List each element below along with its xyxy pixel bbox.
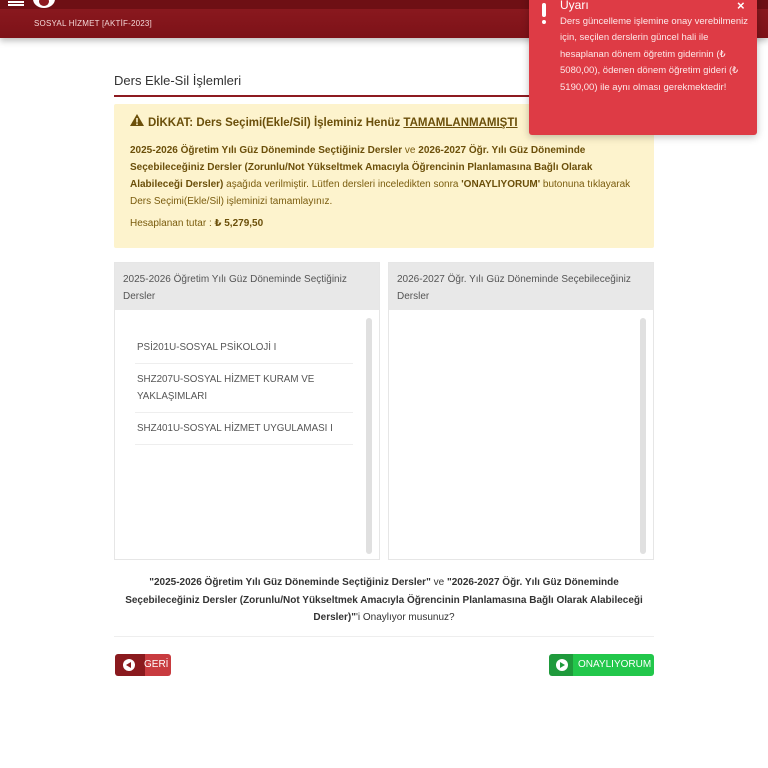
program-label: SOSYAL HİZMET [AKTİF-2023] [34, 19, 152, 28]
total-label: Hesaplanan tutar : [130, 218, 215, 229]
warning-text-mid: aşağıda verilmiştir. Lütfen dersleri inceledikten sonra [223, 179, 462, 190]
question-part-1: "2025-2026 Öğretim Yılı Güz Döneminde Seçtiğiniz Dersler" [149, 577, 431, 588]
confirm-button-label: ONAYLIYORUM [578, 659, 652, 670]
selected-courses-panel [114, 262, 380, 560]
scrollbar[interactable] [640, 318, 646, 554]
toast-message: Ders güncelleme işlemine onay verebilmeniz için, seçilen derslerin güncel hali ile hesaplanan dönem öğretim giderinin (₺ 5080,00), ödenen dönem öğretim gideri (₺ 5190,00) ile aynı olması gerekmektedir! [560, 16, 748, 93]
arrow-right-circle-icon [556, 659, 568, 671]
question-and: ve [430, 577, 447, 588]
list-item[interactable]: SHZ401U-SOSYAL HİZMET UYGULAMASI I [135, 413, 353, 445]
selectable-courses-header: 2026-2027 Öğr. Yılı Güz Döneminde Seçebileceğiniz Dersler [389, 263, 653, 310]
close-icon[interactable]: × [737, 0, 745, 13]
warning-heading [130, 114, 518, 129]
warning-text-and: ve [402, 145, 419, 156]
warning-triangle-icon [130, 114, 144, 129]
question-divider [114, 636, 654, 637]
list-item[interactable]: SHZ207U-SOSYAL HİZMET KURAM VE YAKLAŞIMLARI [135, 364, 353, 413]
confirmation-question [120, 574, 648, 627]
total-value: ₺ 5,279,50 [214, 218, 264, 229]
warning-heading-underlined: TAMAMLANMAMIŞTI [403, 117, 518, 129]
question-part-2: "2026-2027 Öğr. Yılı Güz Döneminde Seçebileceğiniz Dersler (Zorunlu/Not Yükseltmek Amacıyla Öğrencinin Planlamasına Bağlı Olarak Alabileceği Dersler)" [125, 577, 643, 623]
toast-title: Uyarı [560, 0, 589, 12]
back-button-label: GERİ [144, 659, 169, 670]
warning-toast [529, 0, 757, 135]
warning-text-end: butonuna tıklayarak Ders Seçimi(Ekle/Sil) işleminizi tamamlayınız. [130, 179, 631, 207]
calculated-total [130, 218, 263, 229]
warning-bold-1: 2025-2026 Öğretim Yılı Güz Döneminde Seçtiğiniz Dersler [130, 145, 403, 156]
list-item[interactable]: PSİ201U-SOSYAL PSİKOLOJİ I [135, 331, 353, 364]
warning-body [130, 142, 638, 210]
back-button[interactable] [115, 654, 171, 676]
warning-bold-3: 'ONAYLIYORUM' [461, 179, 541, 190]
selected-courses-list [135, 331, 353, 445]
page-title: Ders Ekle-Sil İşlemleri [114, 73, 242, 88]
arrow-left-circle-icon [123, 659, 135, 671]
warning-bold-2: 2026-2027 Öğr. Yılı Güz Döneminde Seçebileceğiniz Dersler (Zorunlu/Not Yükseltmek Amacıyla Öğrencinin Planlamasına Bağlı Olarak Alabileceği Dersler) [130, 145, 593, 190]
confirm-button[interactable] [549, 654, 654, 676]
question-suffix: 'i Onaylıyor musunuz? [355, 612, 455, 623]
selected-courses-header: 2025-2026 Öğretim Yılı Güz Döneminde Seçtiğiniz Dersler [115, 263, 379, 310]
selectable-courses-panel [388, 262, 654, 560]
scrollbar[interactable] [366, 318, 372, 554]
exclamation-icon [539, 3, 549, 27]
hamburger-icon[interactable] [8, 0, 24, 8]
warning-heading-text: DİKKAT: Ders Seçimi(Ekle/Sil) İşleminiz Henüz [148, 117, 404, 129]
